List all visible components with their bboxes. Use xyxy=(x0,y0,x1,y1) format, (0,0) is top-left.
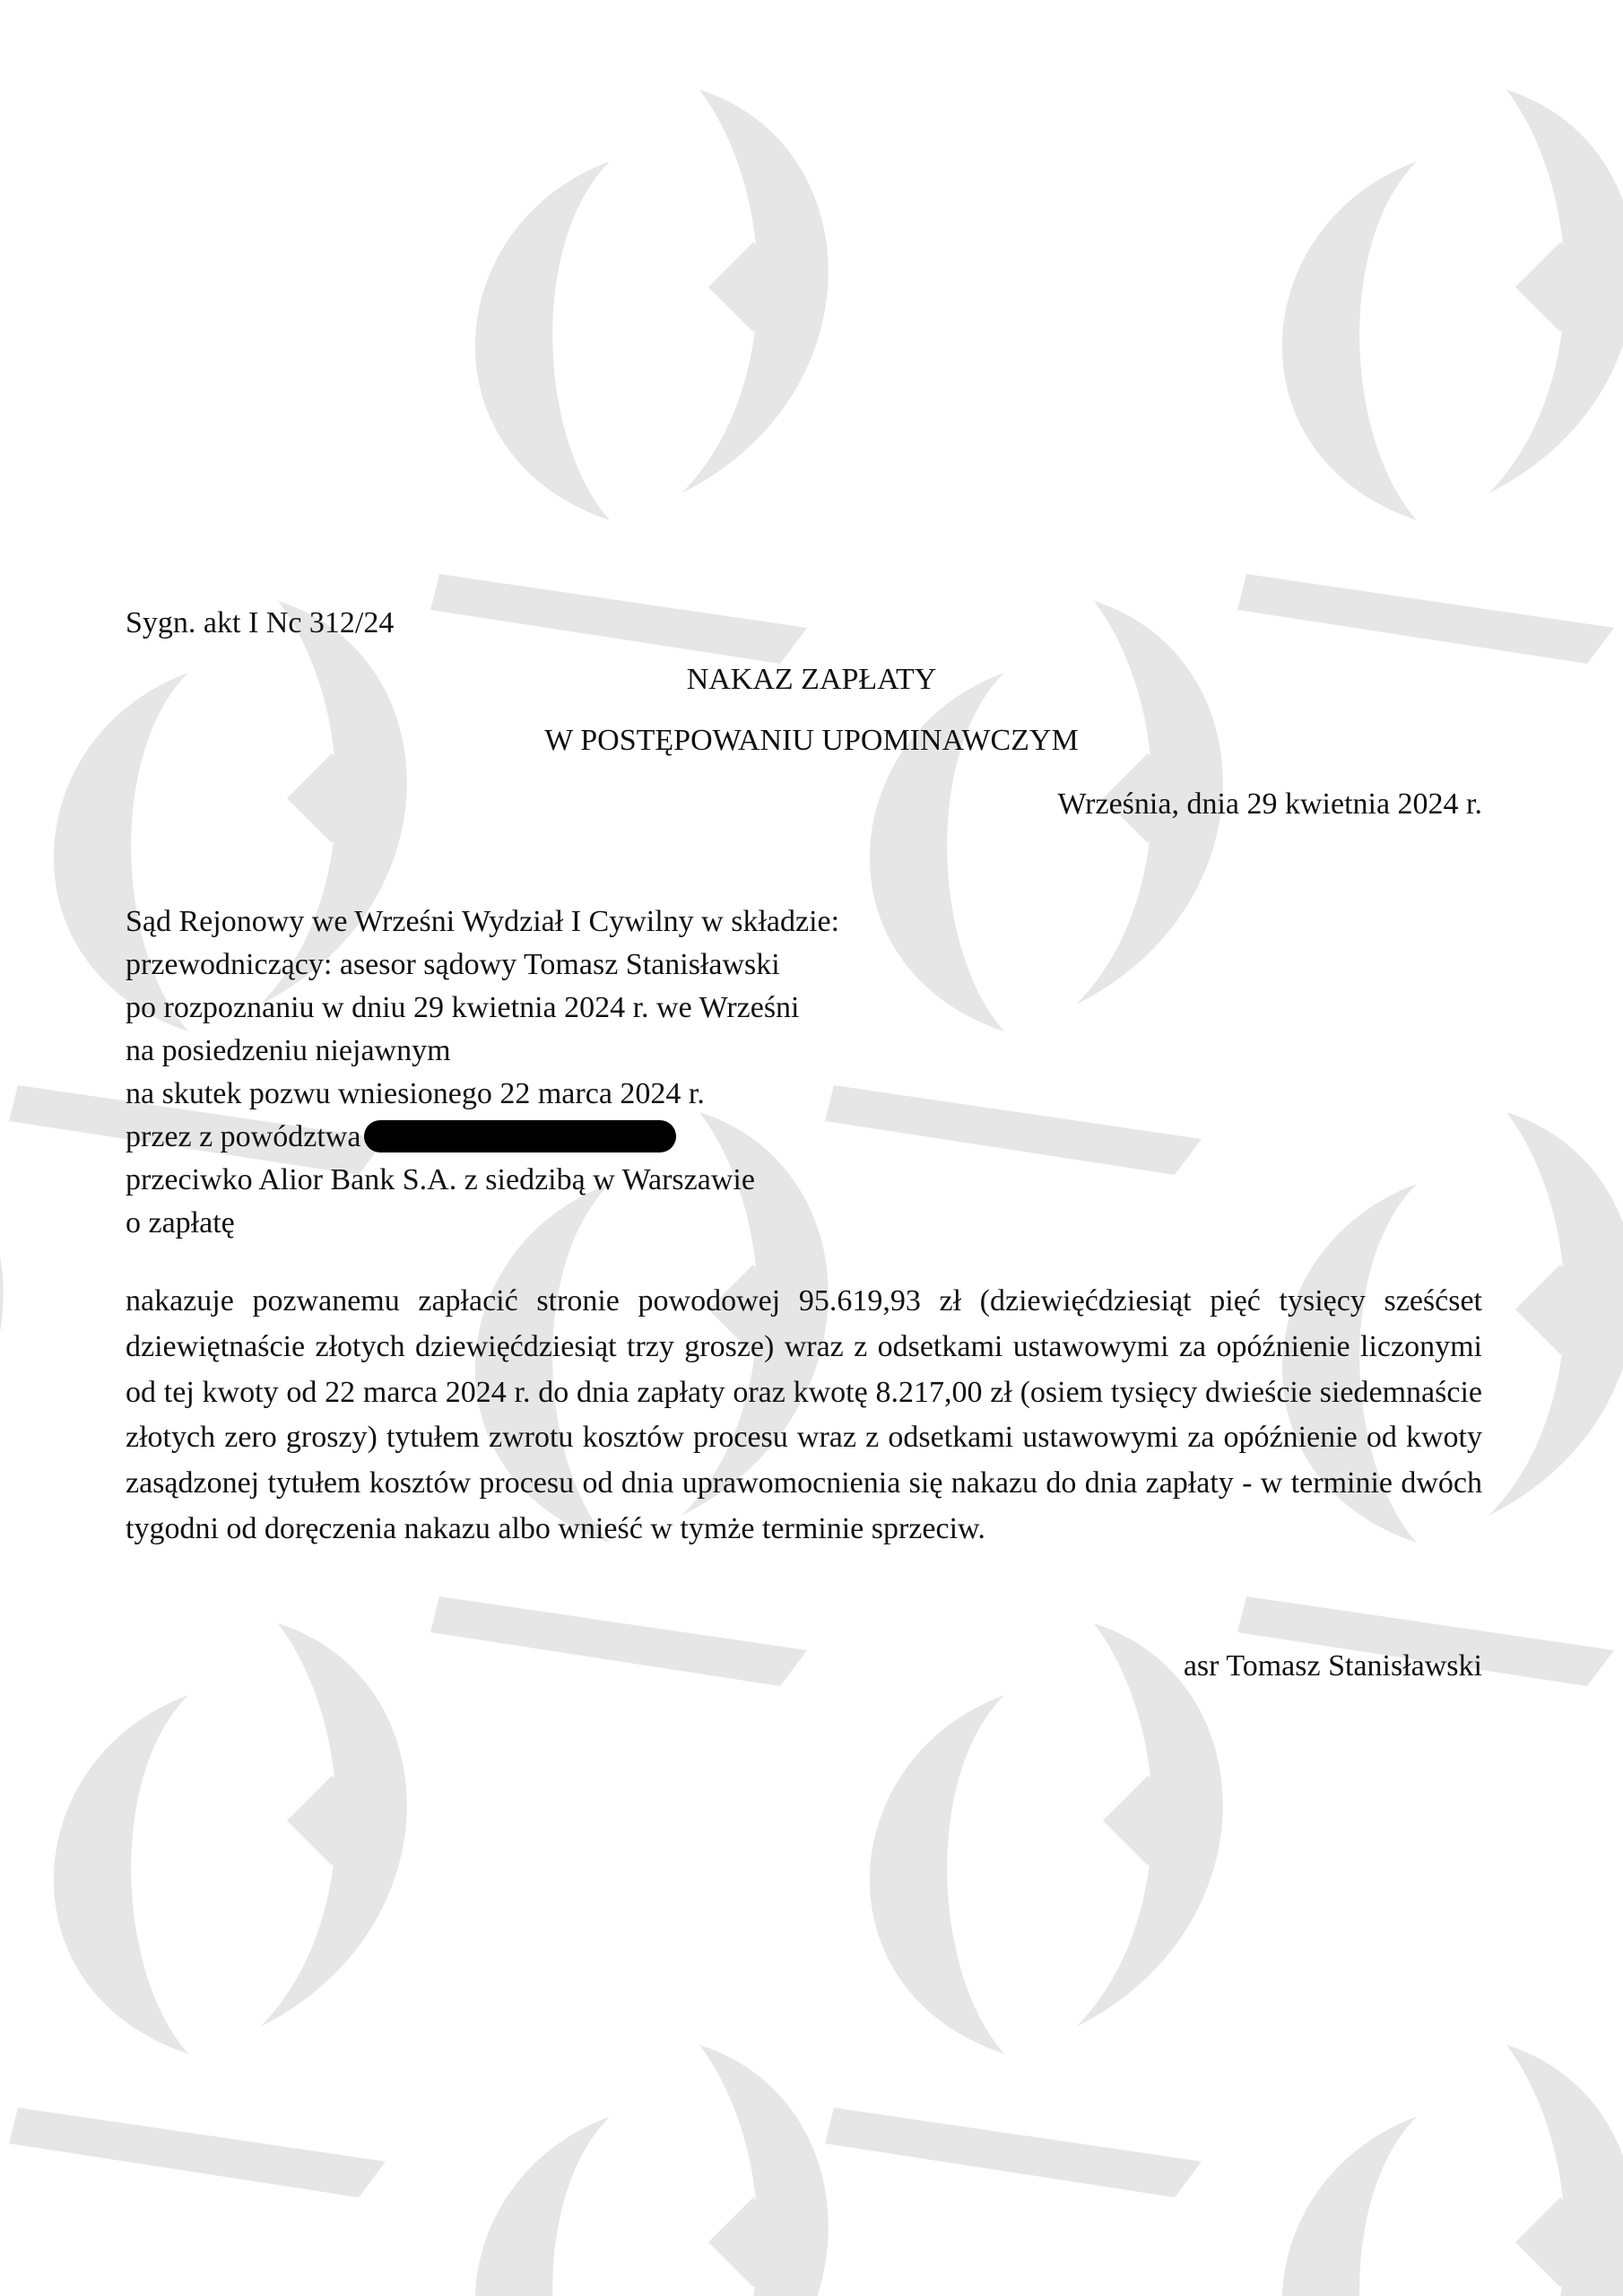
order-body: nakazuje pozwanemu zapłacić stronie powodowej 95.619,93 zł (dziewięćdziesiąt pięć tysięcy sześćset dziewiętnaście złotych dziewięćdziesiąt trzy grosze) wraz z odsetkami ustawowymi za opóźnienie liczonymi od tej kwoty od 22 marca 2024 r. do dnia zapłaty oraz kwotę 8.217,00 zł (osiem tysięcy dwieście siedemnaście złotych zero groszy) tytułem zwrotu kosztów procesu wraz z odsetkami ustawowymi za opóźnienie od kwoty zasądzonej tytułem kosztów procesu od dnia uprawomocnienia się nakazu do dnia zapłaty - w terminie dwóch tygodni od doręczenia nakazu albo wnieść w tymże terminie sprzeciw. xyxy=(126,1284,1482,1545)
place-date: Września, dnia 29 kwietnia 2024 r. xyxy=(1057,787,1482,821)
examined-line: po rozpoznaniu w dniu 29 kwietnia 2024 r. we Wrześni xyxy=(126,991,800,1024)
redaction-bar xyxy=(364,1120,676,1152)
document-subtitle: W POSTĘPOWANIU UPOMINAWCZYM xyxy=(544,724,1079,757)
plaintiff-prefix: przez z powództwa xyxy=(126,1120,361,1153)
document-title: NAKAZ ZAPŁATY xyxy=(686,663,937,696)
lawsuit-line: na skutek pozwu wniesionego 22 marca 2024 r. xyxy=(126,1077,705,1110)
subject-line: o zapłatę xyxy=(126,1206,235,1239)
plaintiff-line xyxy=(126,1116,676,1159)
signature: asr Tomasz Stanisławski xyxy=(1183,1649,1482,1683)
defendant-line: przeciwko Alior Bank S.A. z siedzibą w Warszawie xyxy=(126,1163,755,1196)
case-number: Sygn. akt I Nc 312/24 xyxy=(126,606,395,639)
chair-line: przewodniczący: asesor sądowy Tomasz Stanisławski xyxy=(126,948,780,981)
session-line: na posiedzeniu niejawnym xyxy=(126,1034,451,1067)
court-line: Sąd Rejonowy we Wrześni Wydział I Cywilny w składzie: xyxy=(126,905,840,938)
